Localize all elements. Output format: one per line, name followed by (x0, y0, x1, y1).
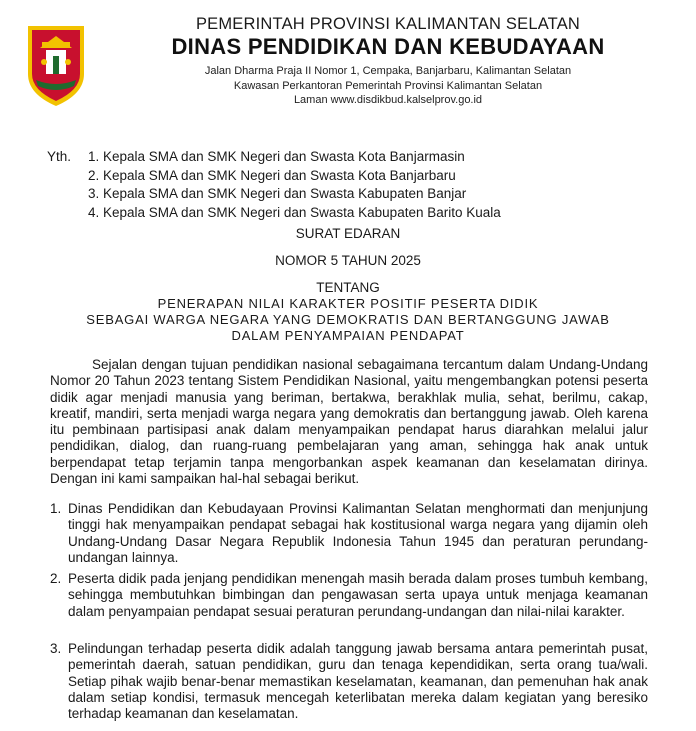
website-line: Laman www.disdikbud.kalselprov.go.id (293, 94, 483, 106)
point-text: Peserta didik pada jenjang pendidikan menengah masih berada dalam proses tumbuh kembang, sehingga membutuhkan bimbingan dan pengawasan serta upaya untuk menjaga keamanan dalam penyampaian pendapat sesuai peraturan perundang-undangan dan nilai-nilai karakter. (68, 571, 648, 619)
point-text: Pelindungan terhadap peserta didik adalah tanggung jawab bersama antara pemerintah pusat, pemerintah daerah, satuan pendidikan, guru dan tenaga kependidikan, serta orang tua/wali. Setiap pihak wajib benar-benar memastikan keselamatan, keamanan, dan pemenuhan hak anak dalam setiap kondisi, termasuk mencegah keterlibatan mereka dalam kegiatan yang beresiko terhadap keamanan dan keselamatan. (68, 641, 648, 722)
document-type: SURAT EDARAN (295, 226, 401, 241)
point-number: 2. (50, 571, 62, 586)
point-item (50, 571, 648, 620)
subject-line-3: DALAM PENYAMPAIAN PENDAPAT (231, 328, 465, 343)
recipient-item: 3. Kepala SMA dan SMK Negeri dan Swasta Kabupaten Banjar (88, 186, 467, 201)
province-emblem-logo (24, 22, 88, 108)
document-number: NOMOR 5 TAHUN 2025 (275, 253, 421, 268)
point-item (50, 501, 648, 566)
subject-line-2: SEBAGAI WARGA NEGARA YANG DEMOKRATIS DAN BERTANGGUNG JAWAB (86, 312, 610, 327)
address-line-2: Kawasan Perkantoran Pemerintah Provinsi Kalimantan Selatan (233, 79, 543, 92)
salutation-prefix: Yth. (47, 149, 72, 164)
government-name: PEMERINTAH PROVINSI KALIMANTAN SELATAN (195, 15, 581, 33)
point-text: Dinas Pendidikan dan Kebudayaan Provinsi Kalimantan Selatan menghormati dan menjunjung tinggi hak menyampaikan pendapat sebagai hak kostitusional warga negara yang dijamin oleh Undang-Undang Dasar Negara Republik Indonesia Tahun 1945 dan peraturan perundang-undangan lainnya. (68, 501, 648, 565)
point-number: 3. (50, 641, 62, 656)
point-item (50, 641, 648, 722)
recipient-item: 1. Kepala SMA dan SMK Negeri dan Swasta Kota Banjarmasin (88, 149, 465, 164)
point-number: 1. (50, 501, 62, 516)
recipient-item: 4. Kepala SMA dan SMK Negeri dan Swasta Kabupaten Barito Kuala (88, 204, 501, 220)
recipient-item: 2. Kepala SMA dan SMK Negeri dan Swasta Kota Banjarbaru (88, 167, 456, 183)
intro-paragraph: Sejalan dengan tujuan pendidikan nasional sebagaimana tercantum dalam Undang-Undang Nomor 20 Tahun 2023 tentang Sistem Pendidikan Nasional, yaitu mengembangkan potensi peserta didik agar menjadi manusia yang beriman, bertakwa, berakhlak mulia, sehat, berilmu, cakap, kreatif, mandiri, serta menjadi warga negara yang demokratis dan bertanggung jawab. Oleh karena itu pembinaan partisipasi anak dalam menyampaikan pendapat harus diarahkan melalui jalur pendidikan, dialog, dan ruang-ruang pembelajaran yang aman, sehingga hak anak untuk berpendapat tetap terjamin tanpa mengorbankan aspek keamanan dan keselamatan dirinya. Dengan ini kami sampaikan hal-hal sebagai berikut. (50, 357, 648, 487)
recipient-list (88, 148, 501, 222)
letterhead (118, 14, 658, 108)
agency-name: DINAS PENDIDIKAN DAN KEBUDAYAAN (171, 34, 605, 59)
emblem-door-shape (53, 56, 59, 74)
subject-line-1: PENERAPAN NILAI KARAKTER POSITIF PESERTA DIDIK (157, 296, 539, 311)
emblem-left-ornament (41, 59, 47, 65)
emblem-right-ornament (65, 59, 71, 65)
address-line-1: Jalan Dharma Praja II Nomor 1, Cempaka, Banjarbaru, Kalimantan Selatan (204, 65, 572, 77)
document-about: TENTANG (316, 280, 380, 295)
